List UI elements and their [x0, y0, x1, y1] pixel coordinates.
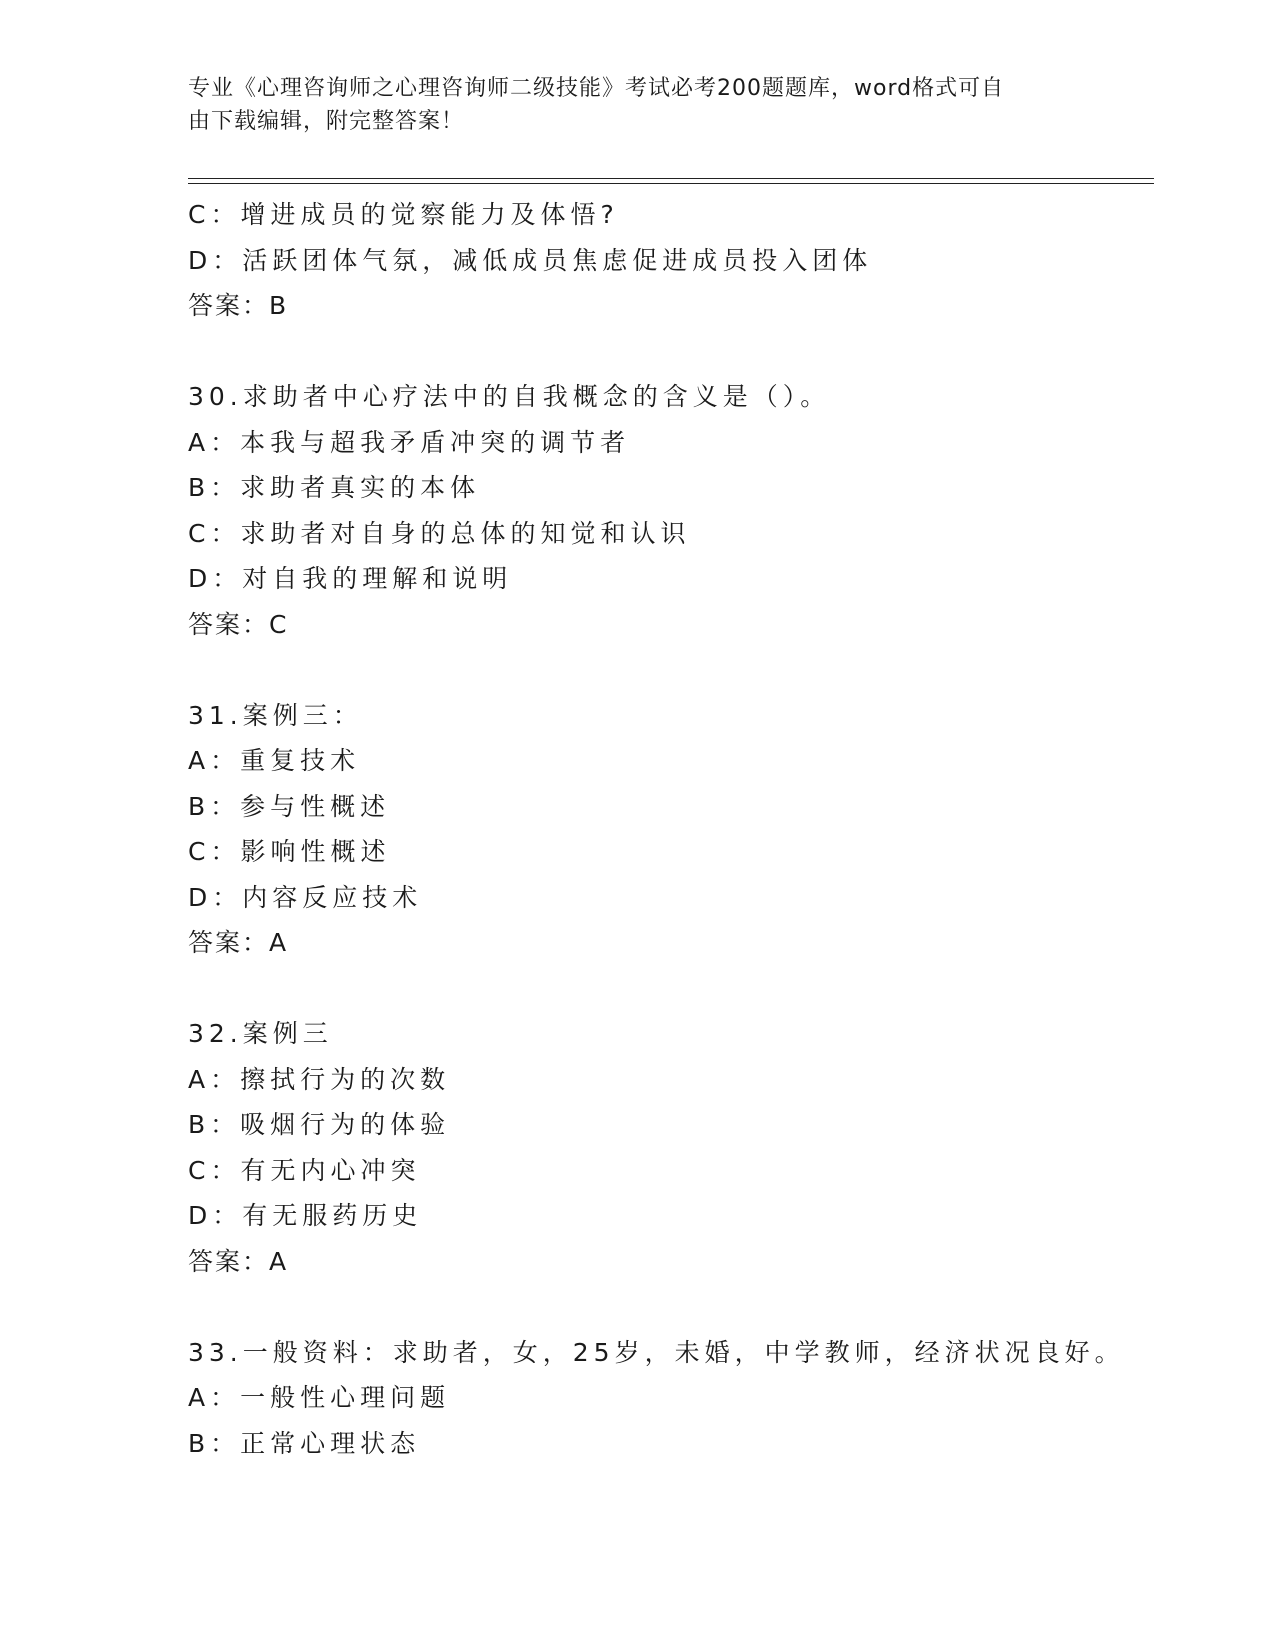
question-list — [188, 192, 1148, 1466]
option-d: D：有无服药历史 — [188, 1201, 423, 1230]
header-divider-top — [188, 178, 1154, 179]
question-29-tail — [188, 192, 1148, 329]
option-d: D：活跃团体气氛，减低成员焦虑促进成员投入团体 — [188, 245, 873, 275]
answer: 答案：B — [188, 291, 289, 320]
option-b: B：正常心理状态 — [188, 1428, 421, 1458]
question-31 — [188, 693, 1148, 966]
option-a: A：擦拭行为的次数 — [188, 1064, 451, 1094]
option-c: C：求助者对自身的总体的知觉和认识 — [188, 518, 691, 548]
header-line-1: 专业《心理咨询师之心理咨询师二级技能》考试必考200题题库，word格式可自 — [188, 76, 1005, 101]
spacer — [188, 329, 1148, 375]
question-32 — [188, 1011, 1148, 1284]
question-stem: 33.一般资料：求助者，女，25岁，未婚，中学教师，经济状况良好。 — [188, 1337, 1125, 1367]
option-d: D：对自我的理解和说明 — [188, 564, 513, 593]
option-a: A：重复技术 — [188, 746, 361, 775]
option-c: C：增进成员的觉察能力及体悟? — [188, 200, 619, 229]
option-a: A：一般性心理问题 — [188, 1383, 451, 1412]
header-divider-bottom — [188, 183, 1154, 184]
spacer — [188, 966, 1148, 1012]
option-c: C：有无内心冲突 — [188, 1155, 421, 1185]
option-a: A：本我与超我矛盾冲突的调节者 — [188, 427, 631, 457]
question-stem: 32.案例三 — [188, 1019, 333, 1048]
spacer — [188, 1284, 1148, 1330]
answer: 答案：C — [188, 609, 289, 639]
option-b: B：参与性概述 — [188, 791, 391, 821]
spacer — [188, 647, 1148, 693]
option-c: C：影响性概述 — [188, 837, 391, 866]
answer: 答案：A — [188, 928, 289, 957]
option-d: D：内容反应技术 — [188, 882, 423, 912]
question-33 — [188, 1330, 1148, 1467]
question-30 — [188, 374, 1148, 647]
option-b: B：吸烟行为的体验 — [188, 1110, 451, 1139]
header-line-2: 由下载编辑，附完整答案！ — [188, 109, 465, 134]
option-b: B：求助者真实的本体 — [188, 473, 481, 502]
question-stem: 31.案例三： — [188, 700, 363, 730]
question-stem: 30.求助者中心疗法中的自我概念的含义是（）。 — [188, 382, 831, 411]
page-header — [188, 72, 1068, 138]
answer: 答案：A — [188, 1246, 289, 1276]
